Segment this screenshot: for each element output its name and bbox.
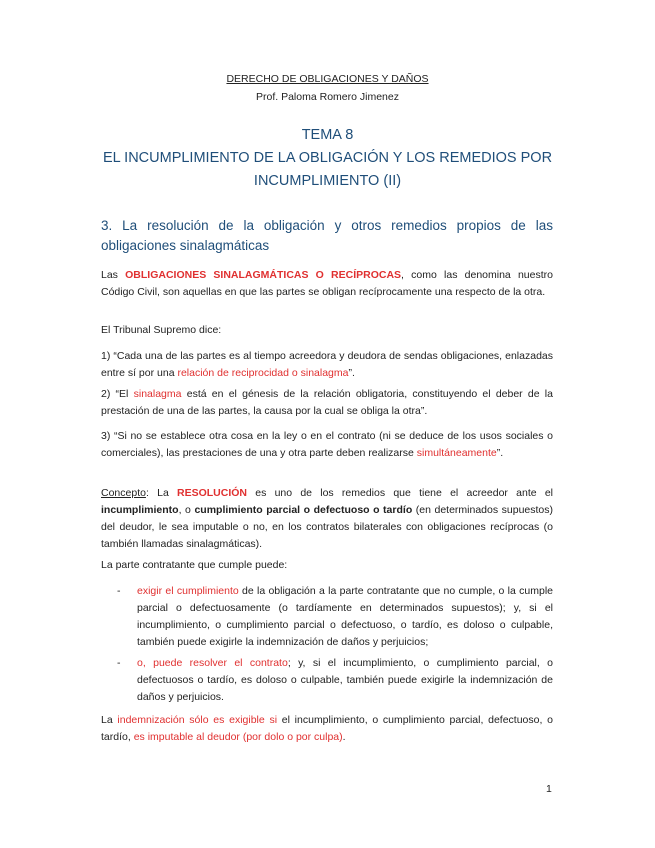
course-title: DERECHO DE OBLIGACIONES Y DAÑOS [226,73,429,85]
highlight-term: OBLIGACIONES SINALAGMÁTICAS O RECÍPROCAS [125,269,402,281]
concept-label: Concepto [101,487,146,499]
paragraph-indemnity: La indemnización sólo es exigible si el incumplimiento, o cumplimiento parcial, defectuoso, o tardío, es imputable al deudor (por dolo o por culpa). [101,714,553,743]
paragraph-concept: Concepto: La RESOLUCIÓN es uno de los remedios que tiene el acreedor ante el incumplimiento, o cumplimiento parcial o defectuoso o tardío (en determinados supuestos) del deudor, le sea imputable o no, en los contratos bilaterales con obligaciones recíprocas (o también llamadas sinalagmáticas). [101,487,554,550]
topic-number: TEMA 8 [301,127,354,143]
paragraph-quote-2: 2) “El sinalagma está en el génesis de la relación obligatoria, constituyendo el deber de la prestación de una de las partes, la causa por la cual se obliga la otra”. [101,388,553,417]
paragraph-supreme-court: El Tribunal Supremo dice: [101,324,222,336]
highlight-term: exigir el cumplimiento [137,585,239,597]
highlight-term: RESOLUCIÓN [177,487,248,499]
highlight-term: sinalagma [133,388,182,400]
paragraph-quote-1: 1) “Cada una de las partes es al tiempo acreedora y deudora de sendas obligaciones, enlazadas entre sí por una relación de reciprocidad o sinalagma”. [101,350,553,379]
paragraph-definition: Las OBLIGACIONES SINALAGMÁTICAS O RECÍPROCAS, como las denomina nuestro Código Civil, son aquellas en que las partes se obligan recíprocamente una respecto de la otra. [101,269,553,298]
section-heading: 3. La resolución de la obligación y otros remedios propios de las obligaciones sinalagmáticas [101,218,553,253]
page-number: 1 [546,783,552,795]
topic-title-line-1: EL INCUMPLIMIENTO DE LA OBLIGACIÓN Y LOS REMEDIOS POR [102,150,553,166]
professor-name: Prof. Paloma Romero Jimenez [256,91,399,103]
highlight-term: indemnización sólo es exigible si [117,714,278,726]
paragraph-quote-3: 3) “Si no se establece otra cosa en la ley o en el contrato (ni se deduce de los usos sociales o comerciales), las prestaciones de una y otra parte deben realizarse simultáneamente”. [101,430,553,459]
highlight-term: o, puede resolver el contrato [137,657,288,669]
highlight-term: relación de reciprocidad o sinalagma [177,367,349,379]
paragraph-party-can: La parte contratante que cumple puede: [101,559,288,571]
bullet-dash: - [117,585,121,597]
document-page: DERECHO DE OBLIGACIONES Y DAÑOS Prof. Paloma Romero Jimenez TEMA 8 EL INCUMPLIMIENTO DE LA OBLIGACIÓN Y LOS REMEDIOS POR INCUMPLIMIENTO (II) 3. La resolución de la obligación y otros remedios propios de las obligaciones sinalagmáticas Las OBLIGACIONES SINALAGMÁTICAS O RECÍPROCAS, como las denomina nuestro Código Civil, son aquellas en que las partes se obligan recíprocamente una respecto de la otra. El Tribunal Supremo dice: 1) “Cada una de las partes es al tiempo acreedora y deudora de sendas obligaciones, enlazadas entre sí por una relación de reciprocidad o sinalagma”. 2) “El sinalagma está en el génesis de la relación obligatoria, constituyendo el deber de la prestación de una de las partes, la causa por la cual se obliga la otra”. 3) “Si no se establece otra cosa en la ley o en el contrato (ni se deduce de los usos sociales o comerciales), las prestaciones de una y otra parte deben realizarse simultáneamente”. Concepto: La RESOLUCIÓN es uno de los remedios que tiene el acreedor ante el incumplimiento, o cumplimiento parcial o defectuoso o tardío (en determinados supuestos) del deudor, le sea imputable o no, en los contratos bilaterales con obligaciones recíprocas (o también llamadas sinalagmáticas). La parte contratante que cumple puede: - exigir el cumplimiento de la obligación a la parte contratante que no cumple, o la cumple parcial o defectuosamente (o tardíamente en determinados supuestos); y, si el incumplimiento, o cumplimiento parcial o defectuoso, o tardío, es doloso o culpable, también puede exigirle la indemnización de daños y perjuicios; - o, puede resolver el contrato; y, si el incumplimiento, o cumplimiento parcial, o defectuosos o tardío, es doloso o culpable, también puede exigirle la indemnización de daños y perjuicios. La indemnización sólo es exigible si el incumplimiento, o cumplimiento parcial, defectuoso, o tardío, es imputable al deudor (por dolo o por culpa). 1 [0,0,655,848]
bullet-dash: - [117,657,121,669]
highlight-term: es imputable al deudor (por dolo o por culpa) [133,731,343,743]
highlight-term: simultáneamente [416,447,497,459]
topic-title-line-2: INCUMPLIMIENTO (II) [253,173,402,189]
